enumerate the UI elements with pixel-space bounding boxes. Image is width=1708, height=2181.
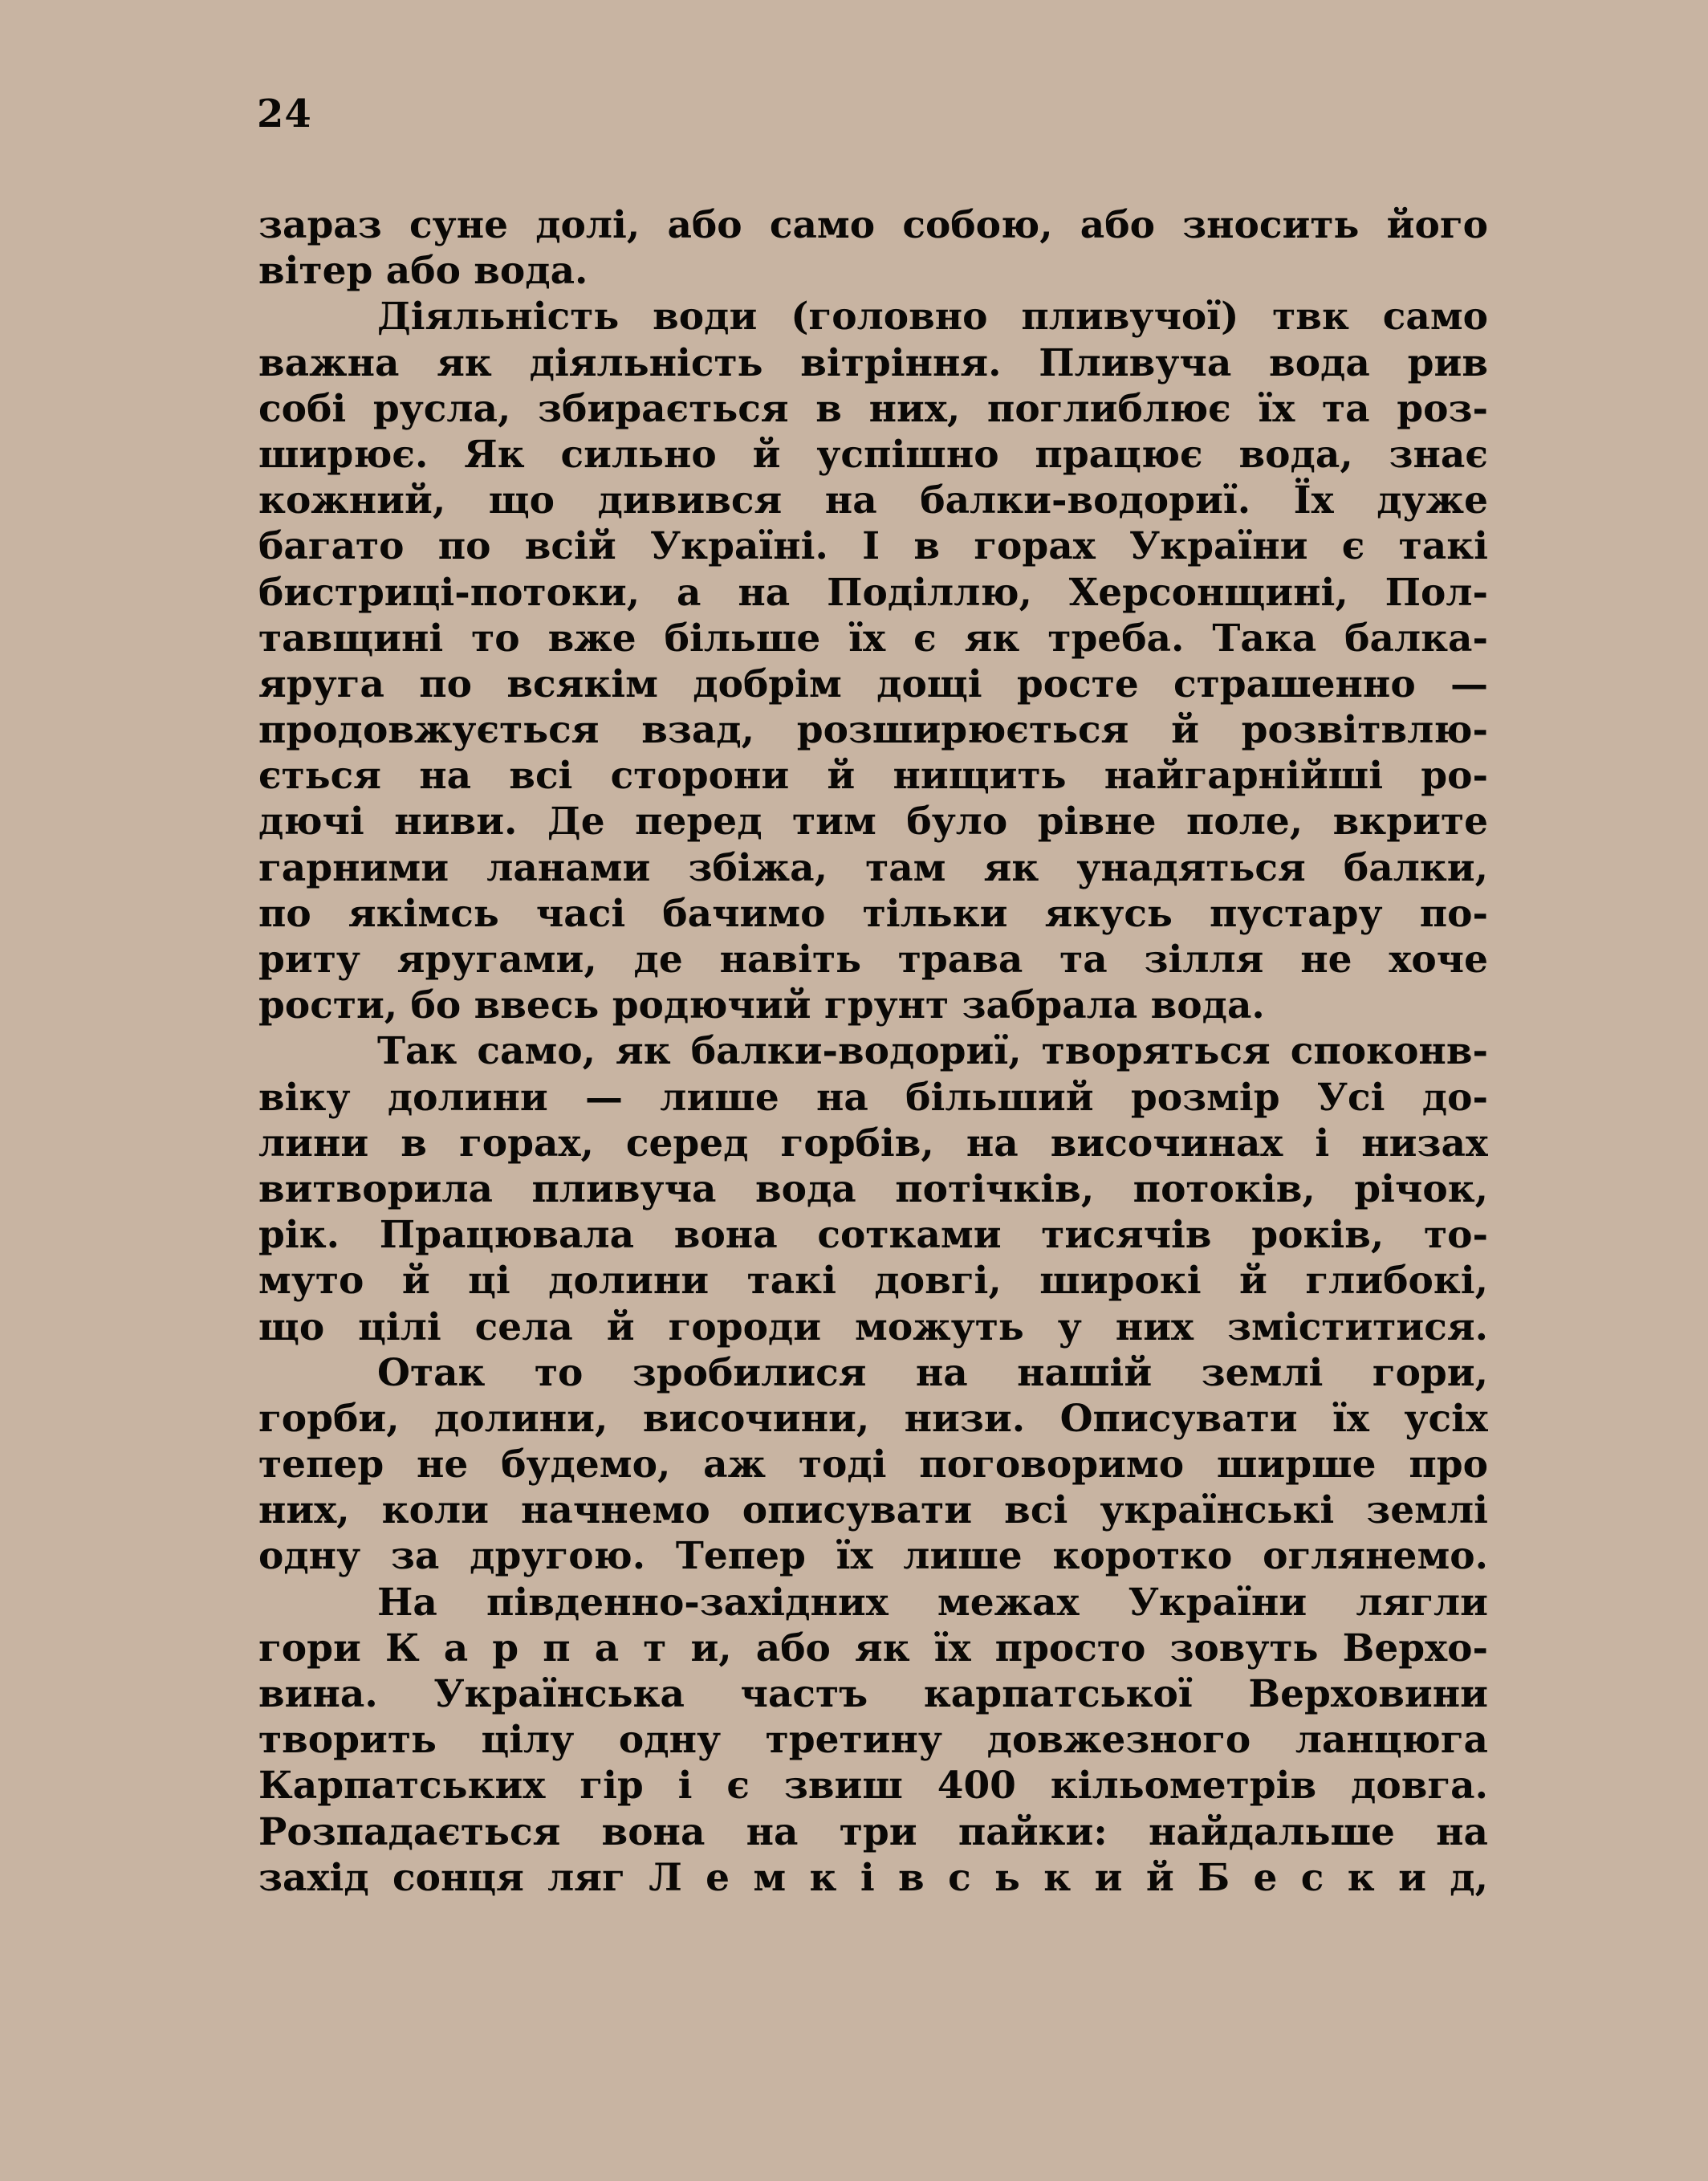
text-line: них, коли начнемо описувати всі українські землі [258, 1488, 1488, 1533]
text-line: що цілі села й городи можуть у них зміститися. [258, 1304, 1488, 1349]
text-line: віку долини — лише на більший розмір Усі до- [258, 1075, 1488, 1120]
body-text [258, 202, 1488, 1901]
text-line: лини в горах, серед горбів, на височинах і низах [258, 1121, 1488, 1166]
text-line: продовжується взад, розширюється й розвітвлю- [258, 708, 1488, 753]
text-line: Розпадається вона на три пайки: найдальше на [258, 1809, 1488, 1854]
text-line: багато по всій Україні. І в горах України є такі [258, 524, 1488, 569]
text-line: Отак то зробилися на нашій землі гори, [377, 1350, 1488, 1395]
text-line: зараз суне долі, або само собою, або зносить його [258, 203, 1488, 247]
text-line: бистриці-потоки, а на Поділлю, Херсонщині, Пол- [258, 570, 1488, 615]
text-line: гарними ланами збіжа, там як унадяться балки, [258, 845, 1488, 890]
text-line: важна як діяльність вітріння. Пливуча вода рив [258, 340, 1488, 385]
text-line: захід сонця ляг Л е м к і в с ь к и й Б е с к и д, [258, 1855, 1488, 1900]
text-line: дючі ниви. Де перед тим було рівне поле, вкрите [258, 800, 1488, 844]
text-line: рік. Працювала вона сотками тисячів років, то- [258, 1213, 1488, 1258]
text-line: На південно-західних межах України лягли [377, 1580, 1488, 1625]
text-line: муто й ці долини такі довгі, широкі й глибокі, [258, 1259, 1488, 1304]
text-line: горби, долини, височини, низи. Описувати їх усіх [258, 1396, 1488, 1441]
text-line: тепер не будемо, аж тоді поговоримо ширше про [258, 1442, 1488, 1487]
text-line: тавщині то вже більше їх є як треба. Така балка- [258, 616, 1488, 661]
text-line: Так само, як балки-водориї, творяться споконв- [377, 1029, 1488, 1074]
text-line: рости, бо ввесь родючий грунт забрала вода. [258, 983, 1265, 1028]
text-line: Карпатських гір і є звиш 400 кільометрів довга. [258, 1764, 1488, 1809]
text-line: кожний, що дивився на балки-водориї. Їх дуже [258, 478, 1488, 523]
text-line: вітер або вода. [258, 249, 588, 294]
text-line: творить цілу одну третину довжезного ланцюга [258, 1718, 1488, 1763]
text-line: гори К а р п а т и, або як їх просто зовуть Верхо- [258, 1626, 1488, 1670]
text-line: по якімсь часі бачимо тільки якусь пустару по- [258, 891, 1488, 936]
text-line: яруга по всякім добрім дощі росте страшенно — [258, 661, 1488, 706]
text-line: вина. Українська частъ карпатської Верховини [258, 1672, 1488, 1716]
text-line: собі русла, збирається в них, поглиблює їх та роз- [258, 386, 1488, 431]
text-line: ється на всі сторони й нищить найгарнійші ро- [258, 754, 1488, 799]
text-line: риту яругами, де навіть трава та зілля не хоче [258, 938, 1488, 982]
text-line: Діяльність води (головно пливучої) твк само [377, 295, 1488, 340]
text-line: одну за другою. Тепер їх лише коротко оглянемо. [258, 1534, 1488, 1579]
text-line: витворила пливуча вода потічків, потоків, річок, [258, 1166, 1488, 1211]
text-line: ширює. Як сильно й успішно працює вода, знає [258, 432, 1488, 477]
page-number: 24 [257, 92, 312, 136]
